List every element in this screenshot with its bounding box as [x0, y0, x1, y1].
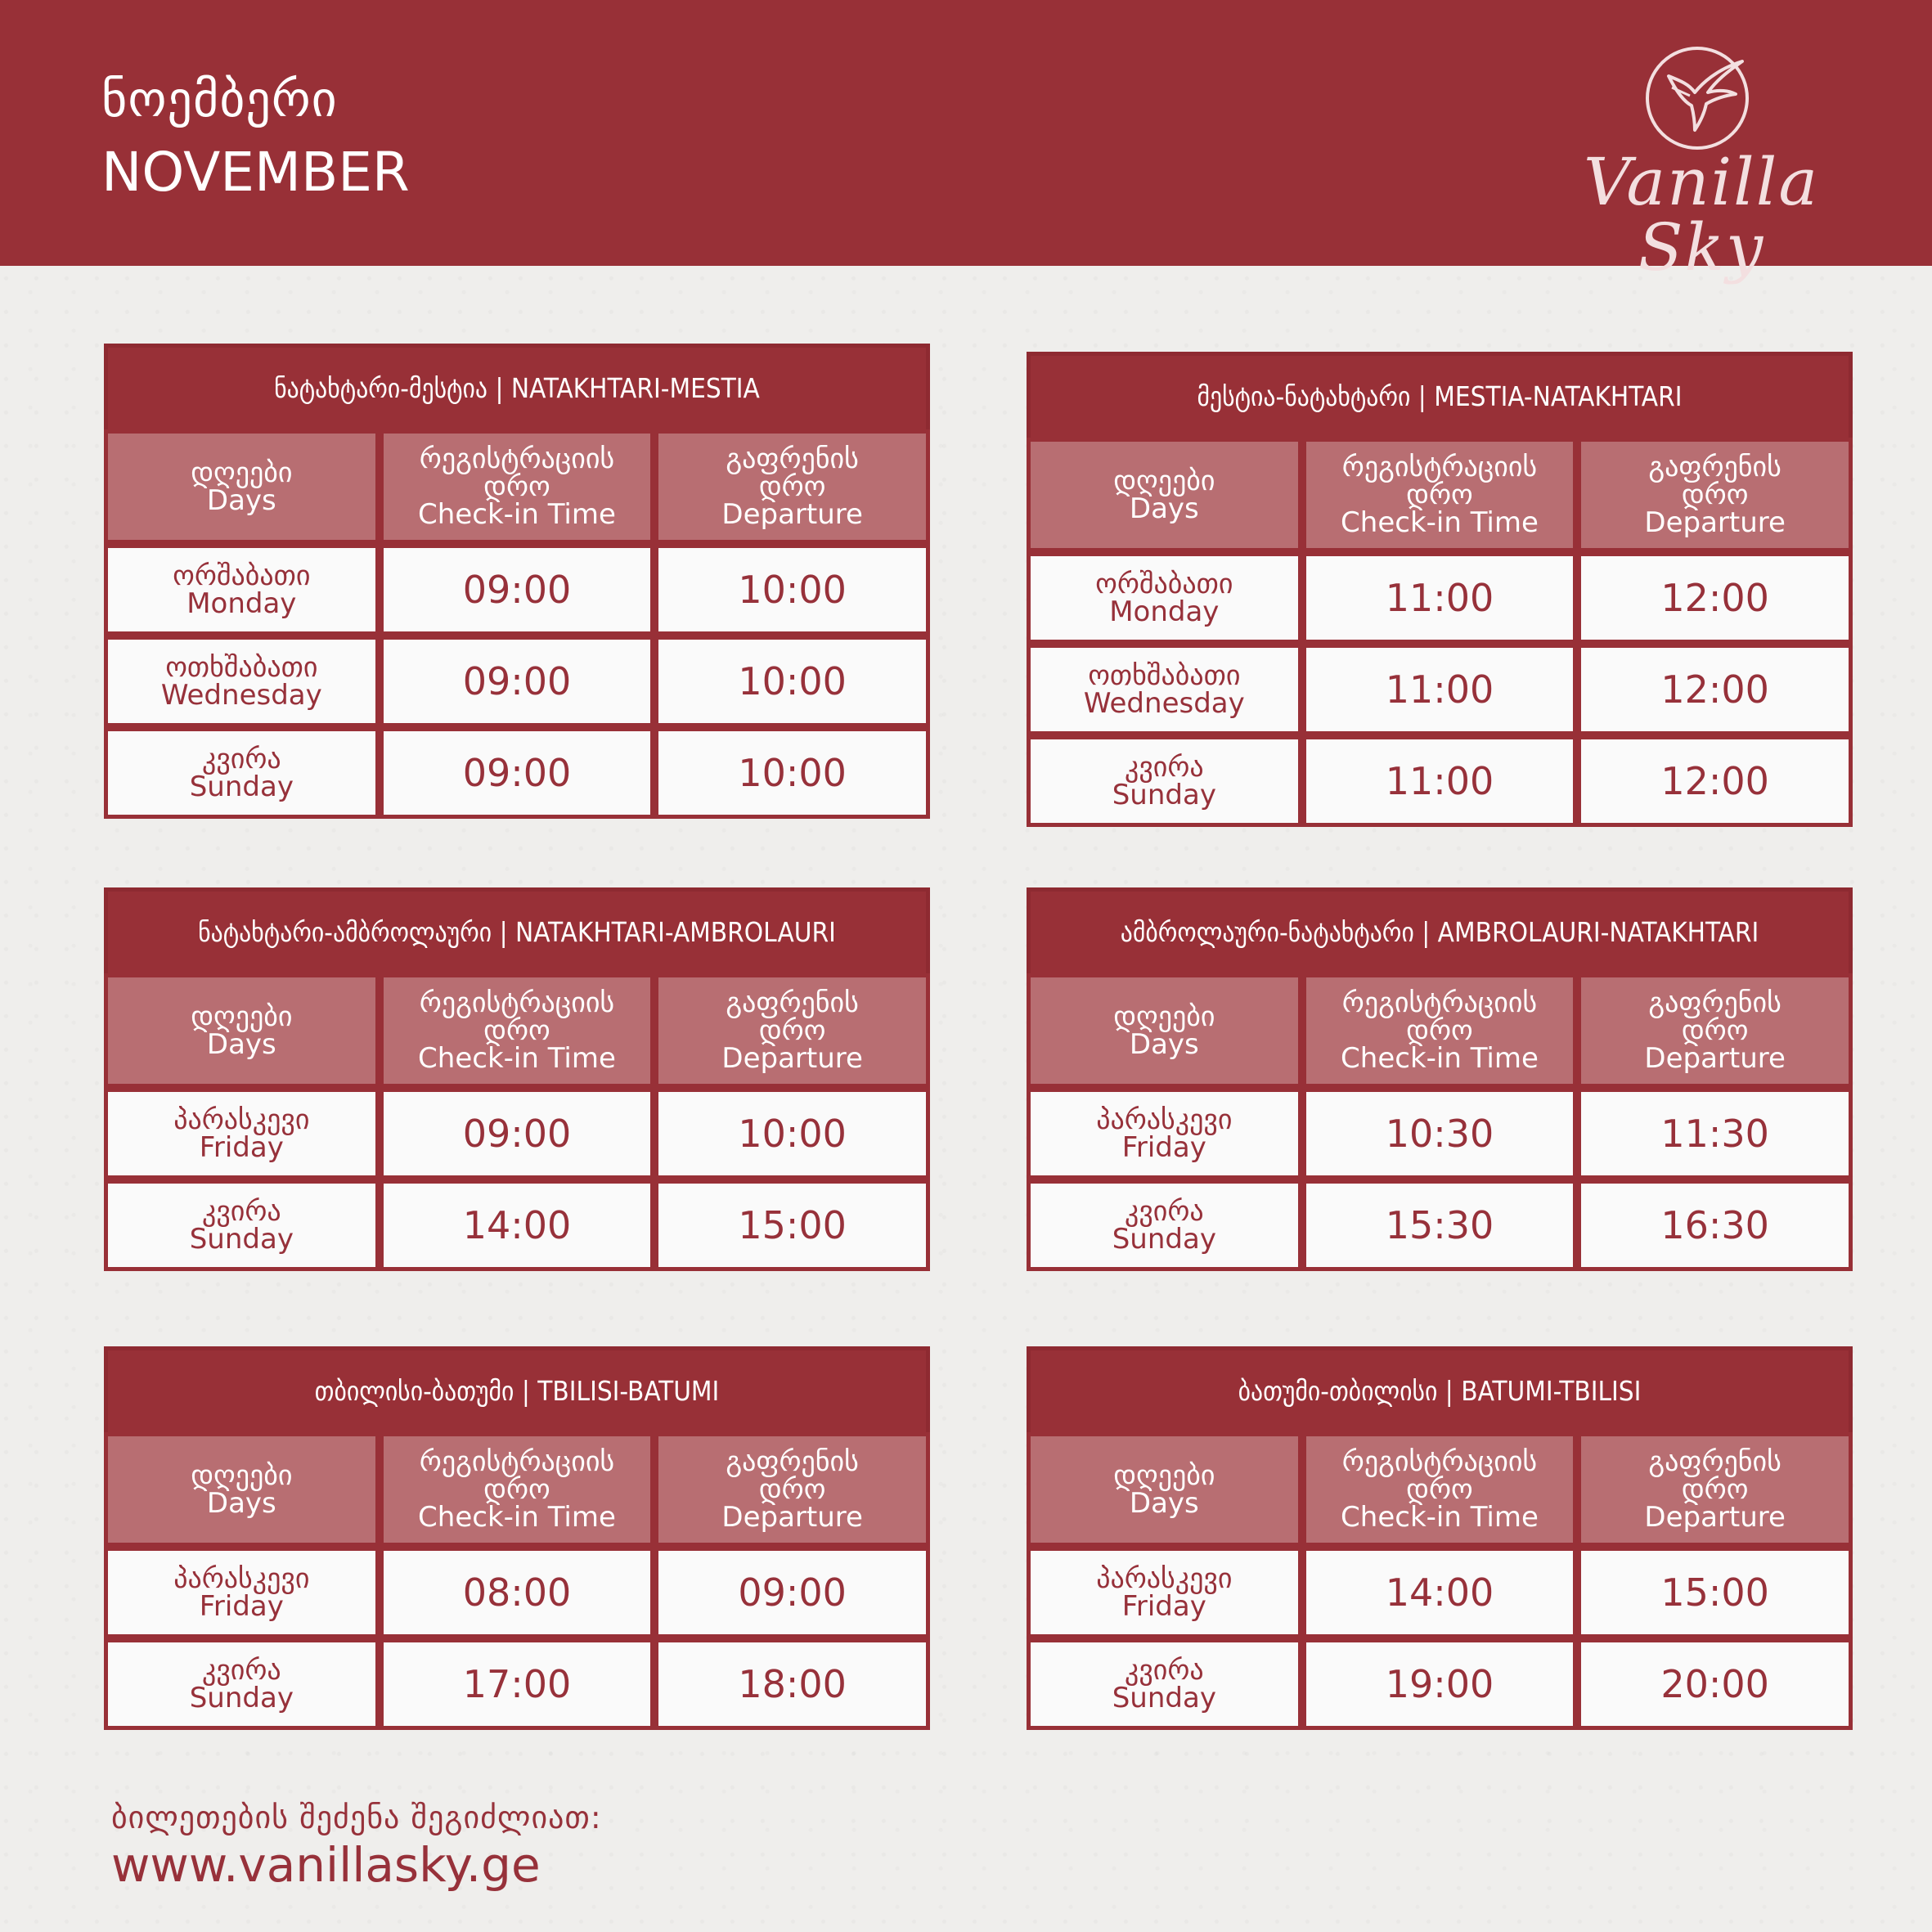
checkin-time-cell: 17:00 — [380, 1638, 655, 1730]
day-georgian: კვირა — [201, 743, 281, 775]
route-schedule-2 — [1027, 352, 1853, 827]
column-header-row — [1027, 973, 1853, 1088]
day-cell — [1027, 552, 1302, 644]
checkin-time-cell: 09:00 — [380, 544, 655, 636]
day-cell — [1027, 644, 1302, 735]
schedule-table — [1027, 438, 1853, 827]
schedule-table — [104, 973, 930, 1271]
day-english: Sunday — [189, 1223, 294, 1256]
departure-time-cell: 11:30 — [1577, 1088, 1853, 1179]
departure-time-cell: 15:00 — [654, 1179, 930, 1271]
day-cell — [104, 1088, 380, 1179]
days-column-header: დღეები Days — [1027, 973, 1302, 1088]
route-title: თბილისი-ბათუმი | TBILISI-BATUMI — [104, 1346, 930, 1432]
table-row — [104, 727, 930, 819]
departure-time-cell: 20:00 — [1577, 1638, 1853, 1730]
checkin-time-cell: 09:00 — [380, 1088, 655, 1179]
departure-time-cell: 16:30 — [1577, 1179, 1853, 1271]
checkin-time-cell: 09:00 — [380, 636, 655, 727]
column-header-row — [104, 973, 930, 1088]
month-title-english: NOVEMBER — [101, 141, 410, 204]
checkin-time-cell: 19:00 — [1302, 1638, 1578, 1730]
departure-time-cell: 12:00 — [1577, 552, 1853, 644]
day-georgian: ორშაბათი — [1095, 568, 1233, 600]
day-cell — [1027, 1638, 1302, 1730]
day-cell — [104, 727, 380, 819]
departure-column-header: გაფრენის დრო Departure — [654, 973, 930, 1088]
day-cell — [1027, 735, 1302, 827]
schedule-table — [104, 1432, 930, 1730]
checkin-column-header: რეგისტრაციის დრო Check-in Time — [1302, 1432, 1578, 1547]
day-english: Friday — [1121, 1590, 1206, 1623]
day-georgian: კვირა — [1124, 1195, 1204, 1228]
checkin-time-cell: 15:30 — [1302, 1179, 1578, 1271]
day-georgian: პარასკევი — [173, 1562, 310, 1595]
day-english: Friday — [199, 1131, 284, 1164]
checkin-column-header: რეგისტრაციის დრო Check-in Time — [1302, 973, 1578, 1088]
day-georgian: ოთხშაბათი — [165, 651, 318, 684]
day-georgian: კვირა — [201, 1195, 281, 1228]
route-title: ნატახტარი-მესტია | NATAKHTARI-MESTIA — [104, 344, 930, 429]
checkin-time-cell: 10:30 — [1302, 1088, 1578, 1179]
day-english: Sunday — [1112, 1223, 1216, 1256]
departure-time-cell: 10:00 — [654, 544, 930, 636]
departure-time-cell: 15:00 — [1577, 1547, 1853, 1638]
day-english: Friday — [1121, 1131, 1206, 1164]
checkin-time-cell: 08:00 — [380, 1547, 655, 1638]
day-georgian: კვირა — [1124, 1654, 1204, 1687]
route-title: ნატახტარი-ამბროლაური | NATAKHTARI-AMBROLAURI — [104, 887, 930, 973]
day-english: Monday — [1109, 595, 1220, 628]
website-link[interactable]: www.vanillasky.ge — [111, 1837, 541, 1893]
header-banner — [0, 0, 1932, 285]
departure-time-cell: 12:00 — [1577, 644, 1853, 735]
departure-time-cell: 09:00 — [654, 1547, 930, 1638]
table-row — [104, 1547, 930, 1638]
column-header-row — [104, 1432, 930, 1547]
table-row — [1027, 1179, 1853, 1271]
day-english: Sunday — [1112, 779, 1216, 811]
day-georgian: პარასკევი — [173, 1103, 310, 1136]
checkin-time-cell: 11:00 — [1302, 644, 1578, 735]
days-column-header: დღეები Days — [104, 973, 380, 1088]
brand-name: Vanilla Sky — [1583, 144, 1820, 285]
departure-time-cell: 12:00 — [1577, 735, 1853, 827]
day-english: Sunday — [1112, 1682, 1216, 1714]
day-english: Sunday — [189, 771, 294, 803]
departure-column-header: გაფრენის დრო Departure — [1577, 973, 1853, 1088]
day-cell — [104, 1638, 380, 1730]
day-english: Monday — [186, 587, 297, 620]
days-column-header: დღეები Days — [1027, 1432, 1302, 1547]
route-schedule-6 — [1027, 1346, 1853, 1730]
departure-time-cell: 10:00 — [654, 1088, 930, 1179]
hummingbird-icon — [1644, 45, 1750, 151]
departure-time-cell: 10:00 — [654, 636, 930, 727]
day-georgian: პარასკევი — [1096, 1103, 1233, 1136]
day-georgian: ოთხშაბათი — [1088, 659, 1241, 692]
schedule-table — [104, 429, 930, 819]
table-row — [104, 636, 930, 727]
table-row — [104, 1638, 930, 1730]
checkin-column-header: რეგისტრაციის დრო Check-in Time — [380, 973, 655, 1088]
checkin-column-header: რეგისტრაციის დრო Check-in Time — [380, 1432, 655, 1547]
day-english: Sunday — [189, 1682, 294, 1714]
day-cell — [104, 1547, 380, 1638]
column-header-row — [1027, 438, 1853, 552]
departure-column-header: გაფრენის დრო Departure — [1577, 1432, 1853, 1547]
checkin-time-cell: 09:00 — [380, 727, 655, 819]
table-row — [1027, 1547, 1853, 1638]
route-title: ბათუმი-თბილისი | BATUMI-TBILISI — [1027, 1346, 1853, 1432]
tickets-caption: ბილეთების შეძენა შეგიძლიათ: — [111, 1799, 602, 1835]
days-column-header: დღეები Days — [1027, 438, 1302, 552]
day-english: Wednesday — [1083, 687, 1245, 720]
table-row — [1027, 552, 1853, 644]
route-title: მესტია-ნატახტარი | MESTIA-NATAKHTARI — [1027, 352, 1853, 438]
departure-time-cell: 10:00 — [654, 727, 930, 819]
route-schedule-3 — [104, 887, 930, 1271]
brand-logo[interactable] — [1521, 37, 1865, 285]
table-row — [1027, 1638, 1853, 1730]
day-english: Friday — [199, 1590, 284, 1623]
day-cell — [104, 544, 380, 636]
column-header-row — [104, 429, 930, 544]
table-row — [1027, 735, 1853, 827]
departure-column-header: გაფრენის დრო Departure — [654, 1432, 930, 1547]
schedule-table — [1027, 973, 1853, 1271]
table-row — [104, 1088, 930, 1179]
checkin-time-cell: 14:00 — [380, 1179, 655, 1271]
column-header-row — [1027, 1432, 1853, 1547]
day-georgian: პარასკევი — [1096, 1562, 1233, 1595]
day-georgian: ორშაბათი — [173, 559, 311, 592]
checkin-column-header: რეგისტრაციის დრო Check-in Time — [1302, 438, 1578, 552]
departure-column-header: გაფრენის დრო Departure — [1577, 438, 1853, 552]
day-cell — [1027, 1179, 1302, 1271]
day-english: Wednesday — [160, 679, 322, 712]
days-column-header: დღეები Days — [104, 429, 380, 544]
day-georgian: კვირა — [1124, 751, 1204, 784]
checkin-time-cell: 11:00 — [1302, 735, 1578, 827]
table-row — [104, 1179, 930, 1271]
table-row — [1027, 644, 1853, 735]
day-cell — [1027, 1547, 1302, 1638]
route-schedule-4 — [1027, 887, 1853, 1271]
route-schedule-1 — [104, 344, 930, 819]
checkin-time-cell: 11:00 — [1302, 552, 1578, 644]
table-row — [1027, 1088, 1853, 1179]
table-row — [104, 544, 930, 636]
month-title-georgian: ნოემბერი — [101, 71, 338, 128]
checkin-time-cell: 14:00 — [1302, 1547, 1578, 1638]
day-cell — [104, 1179, 380, 1271]
checkin-column-header: რეგისტრაციის დრო Check-in Time — [380, 429, 655, 544]
departure-column-header: გაფრენის დრო Departure — [654, 429, 930, 544]
day-cell — [104, 636, 380, 727]
days-column-header: დღეები Days — [104, 1432, 380, 1547]
departure-time-cell: 18:00 — [654, 1638, 930, 1730]
day-georgian: კვირა — [201, 1654, 281, 1687]
day-cell — [1027, 1088, 1302, 1179]
route-title: ამბროლაური-ნატახტარი | AMBROLAURI-NATAKHTARI — [1027, 887, 1853, 973]
schedule-table — [1027, 1432, 1853, 1730]
route-schedule-5 — [104, 1346, 930, 1730]
